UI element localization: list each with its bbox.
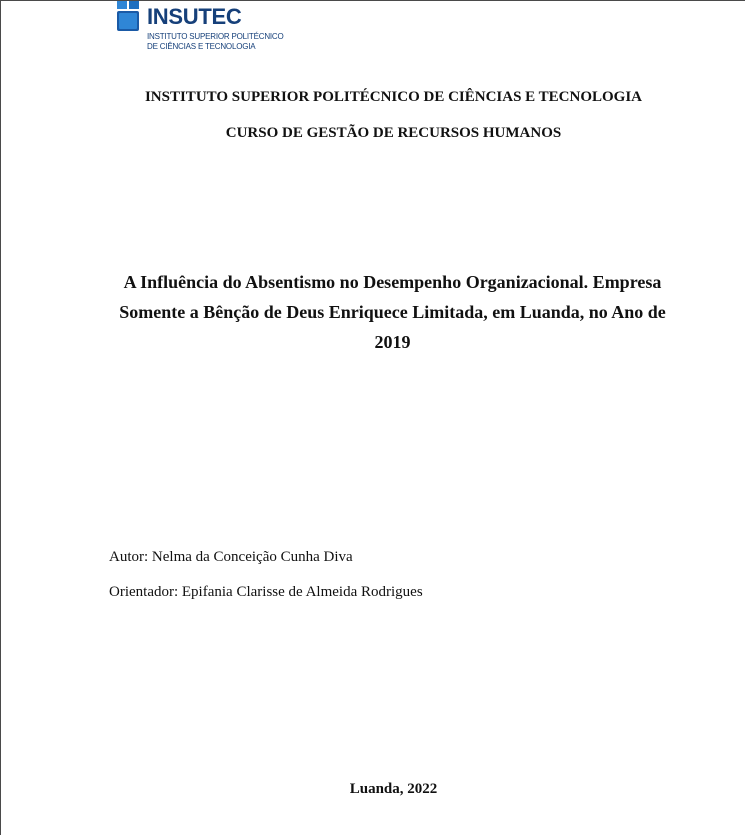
logo-subtitle-line-2: DE CIÊNCIAS E TECNOLOGIA: [147, 41, 256, 51]
advisor-line: Orientador: Epifania Clarisse de Almeida Rodrigues: [109, 584, 423, 600]
logo-subtitle-line-1: INSTITUTO SUPERIOR POLITÉCNICO: [147, 32, 284, 41]
place-date: Luanda, 2022: [349, 781, 438, 797]
insutec-logo: [115, 1, 285, 55]
document-title: A Influência do Absentismo no Desempenho Organizacional. Empresa Somente a Bênção de Deus Enriquece Limitada, em Luanda, no Ano de 2019: [119, 272, 666, 352]
logo-wordmark: INSUTEC: [147, 4, 242, 29]
author-line: Autor: Nelma da Conceição Cunha Diva: [109, 549, 353, 565]
logo-subtitle: [147, 32, 284, 51]
course-heading: CURSO DE GESTÃO DE RECURSOS HUMANOS: [225, 125, 562, 141]
institution-heading: INSTITUTO SUPERIOR POLITÉCNICO DE CIÊNCIAS E TECNOLOGIA: [144, 89, 643, 105]
